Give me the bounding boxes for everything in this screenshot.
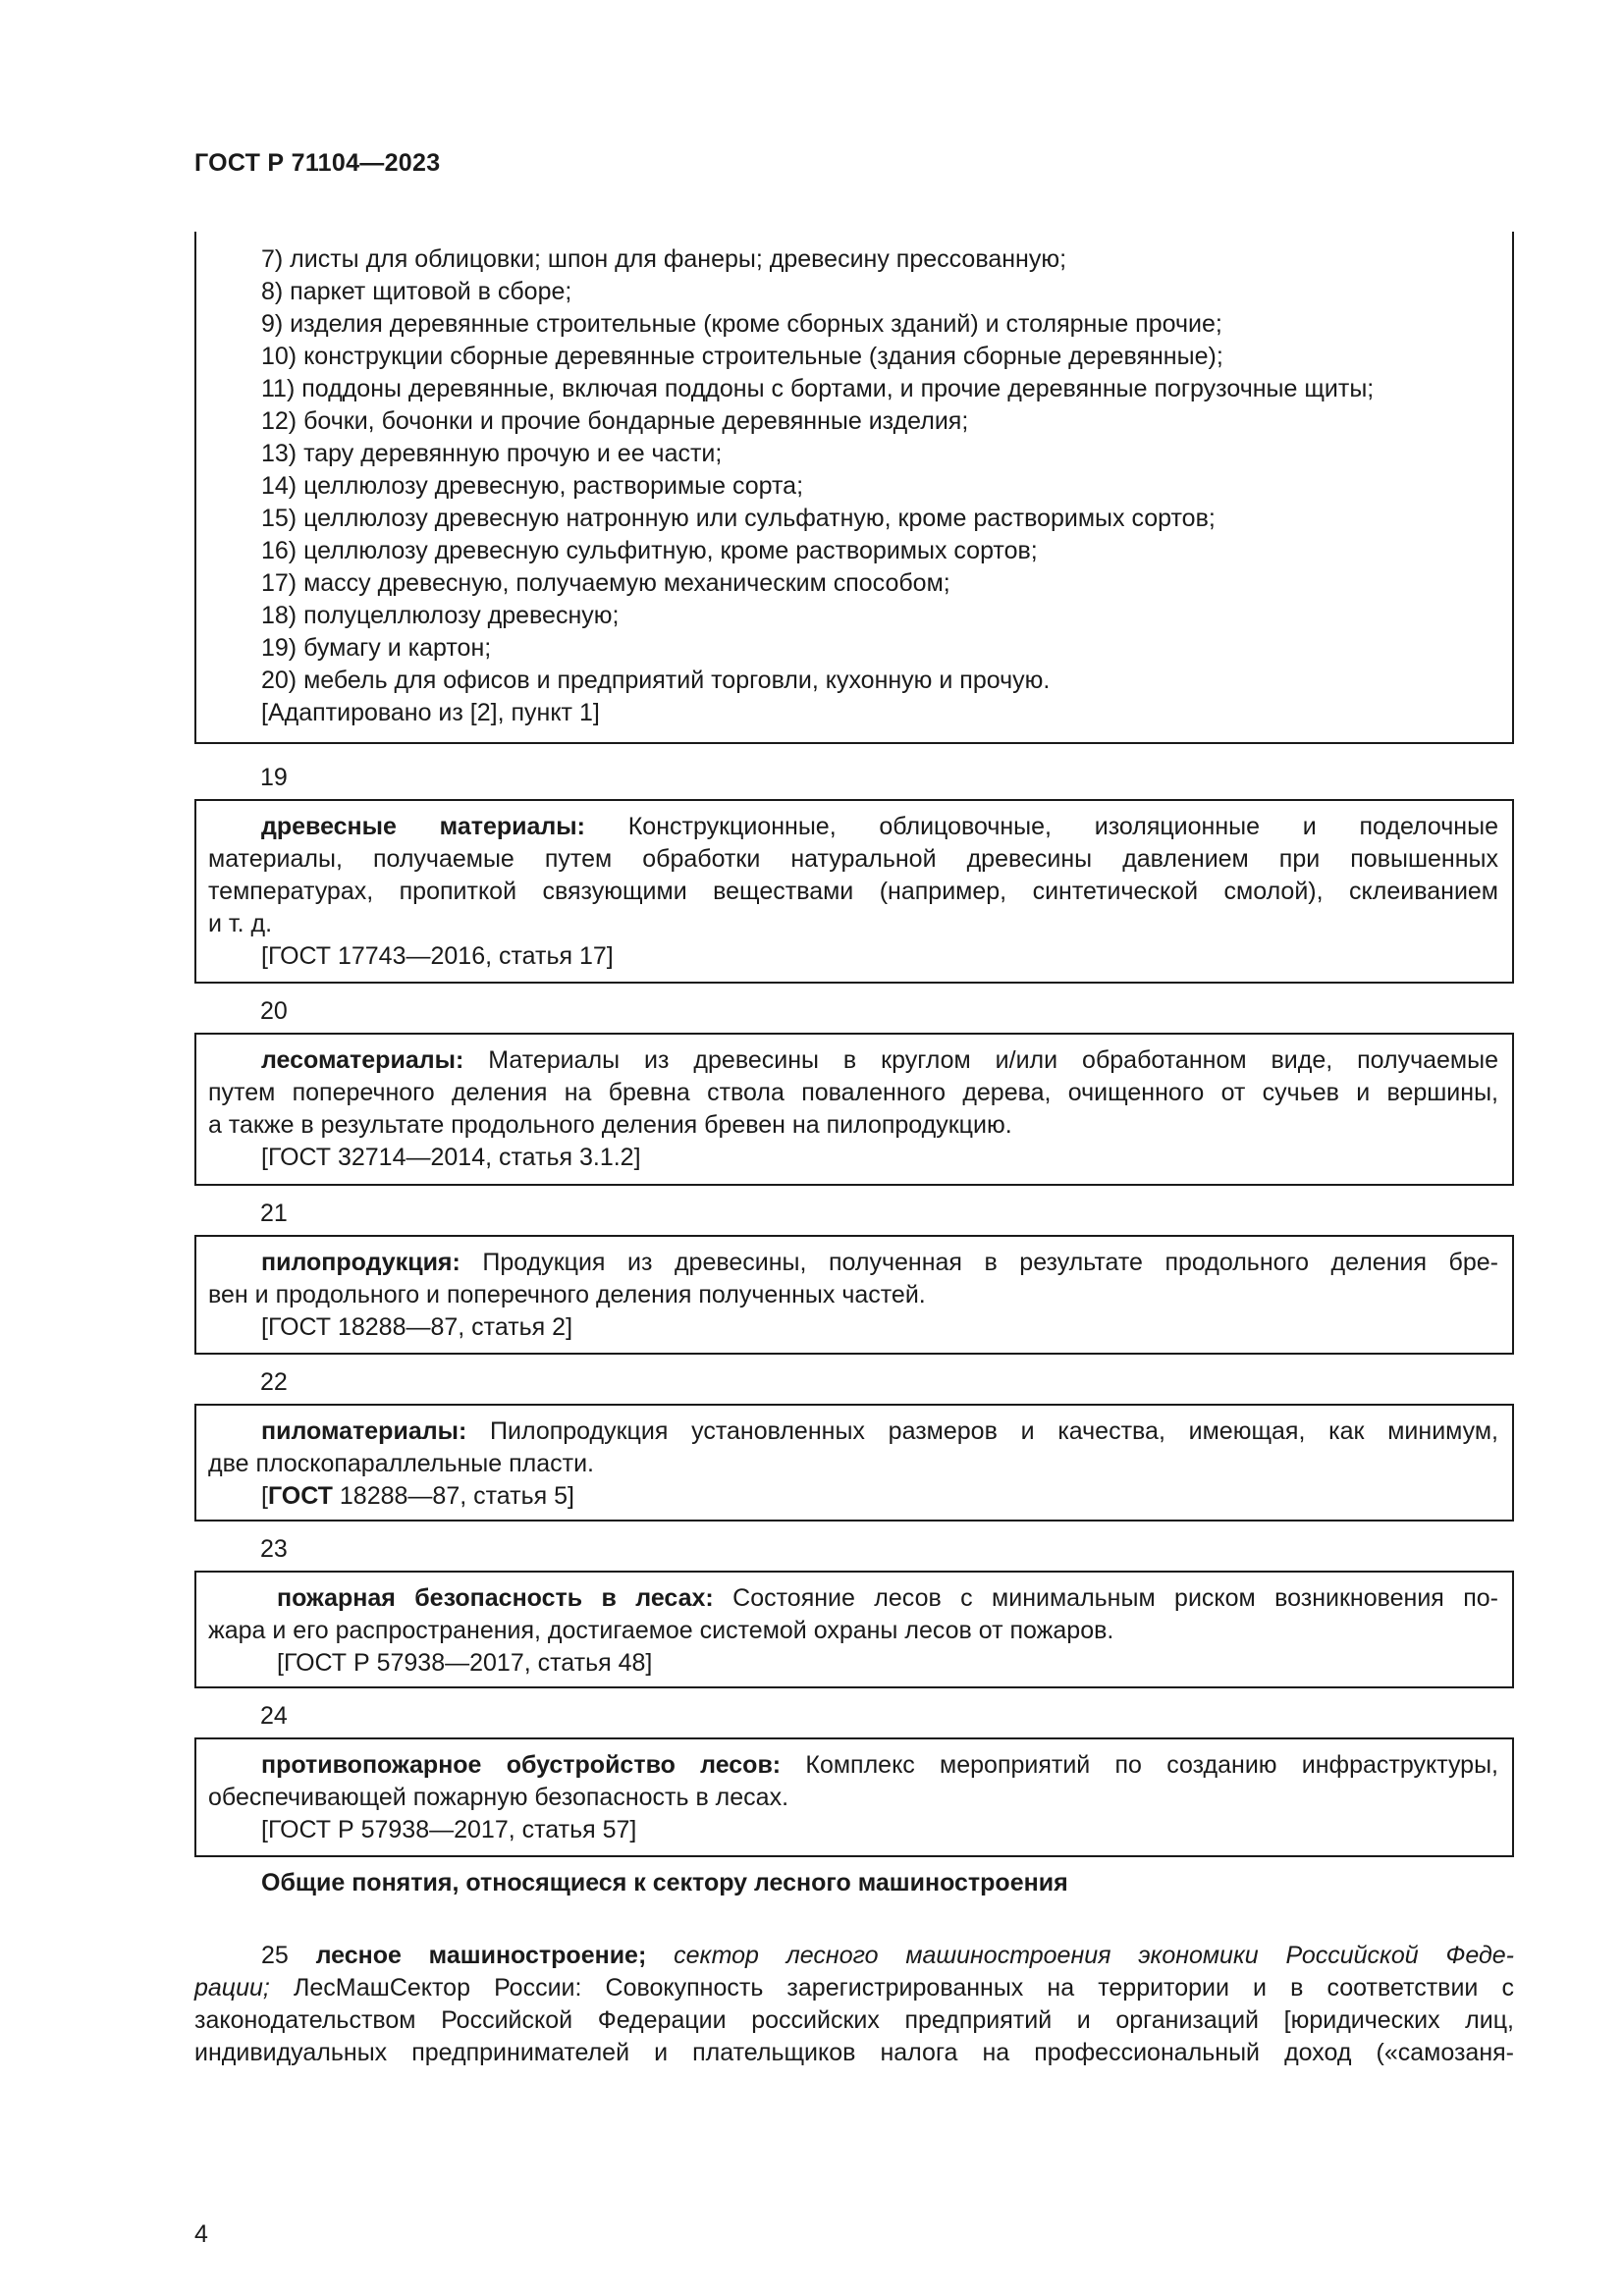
list-item: 18) полуцеллюлозу древесную; [261, 602, 620, 629]
term-title: пилопродукция: [261, 1249, 460, 1276]
term-synonym: рации; [194, 1974, 270, 2002]
term25-line [261, 1940, 1514, 1972]
term-number: 22 [260, 1368, 288, 1396]
list-item: 19) бумагу и картон; [261, 634, 492, 662]
term-number: 23 [260, 1535, 288, 1563]
term-text: Пилопродукция установленных размеров и качества, имеющая, как минимум, [466, 1417, 1498, 1445]
list-item: 7) листы для облицовки; шпон для фанеры; древесину прессованную; [261, 245, 1067, 273]
term-title: лесное машиностроение; [315, 1942, 647, 1969]
bracket: [ [261, 1482, 268, 1510]
term-synonym: сектор лесного машиностроения экономики Российской Феде- [646, 1942, 1514, 1969]
term-text: Материалы из древесины в круглом и/или обработанном виде, получаемые [463, 1046, 1498, 1074]
section-heading: Общие понятия, относящиеся к сектору лесного машиностроения [261, 1869, 1068, 1896]
list-item: 17) массу древесную, получаемую механическим способом; [261, 569, 950, 597]
term-box-19 [194, 799, 1514, 984]
term-line [261, 1749, 1498, 1782]
list-item: 9) изделия деревянные строительные (кроме сборных зданий) и столярные прочие; [261, 310, 1222, 338]
term-box-20 [194, 1033, 1514, 1186]
term-number: 21 [260, 1200, 288, 1227]
term-line [277, 1582, 1498, 1615]
term-text: ЛесМашСектор России: Совокупность зарегистрированных на территории и в соответствии с [269, 1974, 1514, 2002]
term-line: температурах, пропиткой связующими веществами (например, синтетической смолой), склеиванием [208, 878, 1498, 905]
list-item: 8) паркет щитовой в сборе; [261, 278, 572, 305]
term-title: древесные материалы: [261, 813, 585, 840]
term-line: путем поперечного деления на бревна ствола поваленного дерева, очищенного от сучьев и вершины, [208, 1079, 1498, 1106]
term-box-24 [194, 1737, 1514, 1857]
term25-line [194, 1972, 1514, 2004]
term-line: жара и его распространения, достигаемое системой охраны лесов от пожаров. [208, 1617, 1114, 1644]
page-number: 4 [194, 2220, 208, 2248]
list-item: 14) целлюлозу древесную, растворимые сорта; [261, 472, 804, 500]
list-source: [Адаптировано из [2], пункт 1] [261, 699, 600, 726]
term-source: [ГОСТ 17743—2016, статья 17] [261, 942, 614, 970]
list-item: 15) целлюлозу древесную натронную или сульфатную, кроме растворимых сортов; [261, 505, 1216, 532]
term-text: Состояние лесов с минимальным риском возникновения по- [713, 1584, 1498, 1612]
term-number: 24 [260, 1702, 288, 1730]
term-line: и т. д. [208, 910, 273, 937]
list-item: 13) тару деревянную прочую и ее части; [261, 440, 723, 467]
list-item: 20) мебель для офисов и предприятий торговли, кухонную и прочую. [261, 667, 1051, 694]
list-item: 12) бочки, бочонки и прочие бондарные деревянные изделия; [261, 407, 969, 435]
term-text: Конструкционные, облицовочные, изоляционные и поделочные [584, 813, 1498, 840]
term-text: Продукция из древесины, полученная в результате продольного деления бре- [460, 1249, 1498, 1276]
list-item: 11) поддоны деревянные, включая поддоны с бортами, и прочие деревянные погрузочные щиты; [261, 375, 1375, 402]
term25-line: законодательством Российской Федерации российских предприятий и организаций [юридических лиц, [194, 2006, 1514, 2034]
term-source: [ГОСТ 32714—2014, статья 3.1.2] [261, 1144, 641, 1171]
term-title: лесоматериалы: [261, 1046, 464, 1074]
term-line [261, 1044, 1498, 1077]
term-title: противопожарное обустройство лесов: [261, 1751, 782, 1779]
term25-line: индивидуальных предпринимателей и плательщиков налога на профессиональный доход («самозаня- [194, 2039, 1514, 2066]
term-line [261, 1415, 1498, 1448]
term-source: [ГОСТ 18288—87, статья 2] [261, 1313, 573, 1341]
term-line [261, 811, 1498, 843]
term-line: обеспечивающей пожарную безопасность в лесах. [208, 1784, 789, 1811]
term-text: Комплекс мероприятий по созданию инфраструктуры, [781, 1751, 1498, 1779]
term-line [261, 1247, 1498, 1279]
list-item: 16) целлюлозу древесную сульфитную, кроме растворимых сортов; [261, 537, 1038, 564]
term-line: а также в результате продольного деления бревен на пилопродукцию. [208, 1111, 1012, 1139]
term-title: пожарная безопасность в лесах: [277, 1584, 714, 1612]
term-line: вен и продольного и поперечного деления полученных частей. [208, 1281, 926, 1308]
term-number: 25 [261, 1942, 316, 1969]
term-title: пиломатериалы: [261, 1417, 467, 1445]
document-header: ГОСТ Р 71104—2023 [194, 149, 441, 177]
list-continuation-box [194, 232, 1514, 744]
term-source [261, 1480, 1498, 1513]
term-box-22 [194, 1404, 1514, 1522]
list-item: 10) конструкции сборные деревянные строительные (здания сборные деревянные); [261, 343, 1223, 370]
term-box-21 [194, 1235, 1514, 1355]
term-number: 20 [260, 997, 288, 1025]
term-box-23 [194, 1571, 1514, 1688]
term-line: материалы, получаемые путем обработки натуральной древесины давлением при повышенных [208, 845, 1498, 873]
term-source: [ГОСТ Р 57938—2017, статья 57] [261, 1816, 637, 1843]
source-ref: 18288—87, статья 5] [332, 1482, 574, 1510]
term-number: 19 [260, 764, 288, 791]
source-standard: ГОСТ [267, 1482, 333, 1510]
term-source: [ГОСТ Р 57938—2017, статья 48] [277, 1649, 653, 1677]
term-line: две плоскопараллельные пласти. [208, 1450, 594, 1477]
